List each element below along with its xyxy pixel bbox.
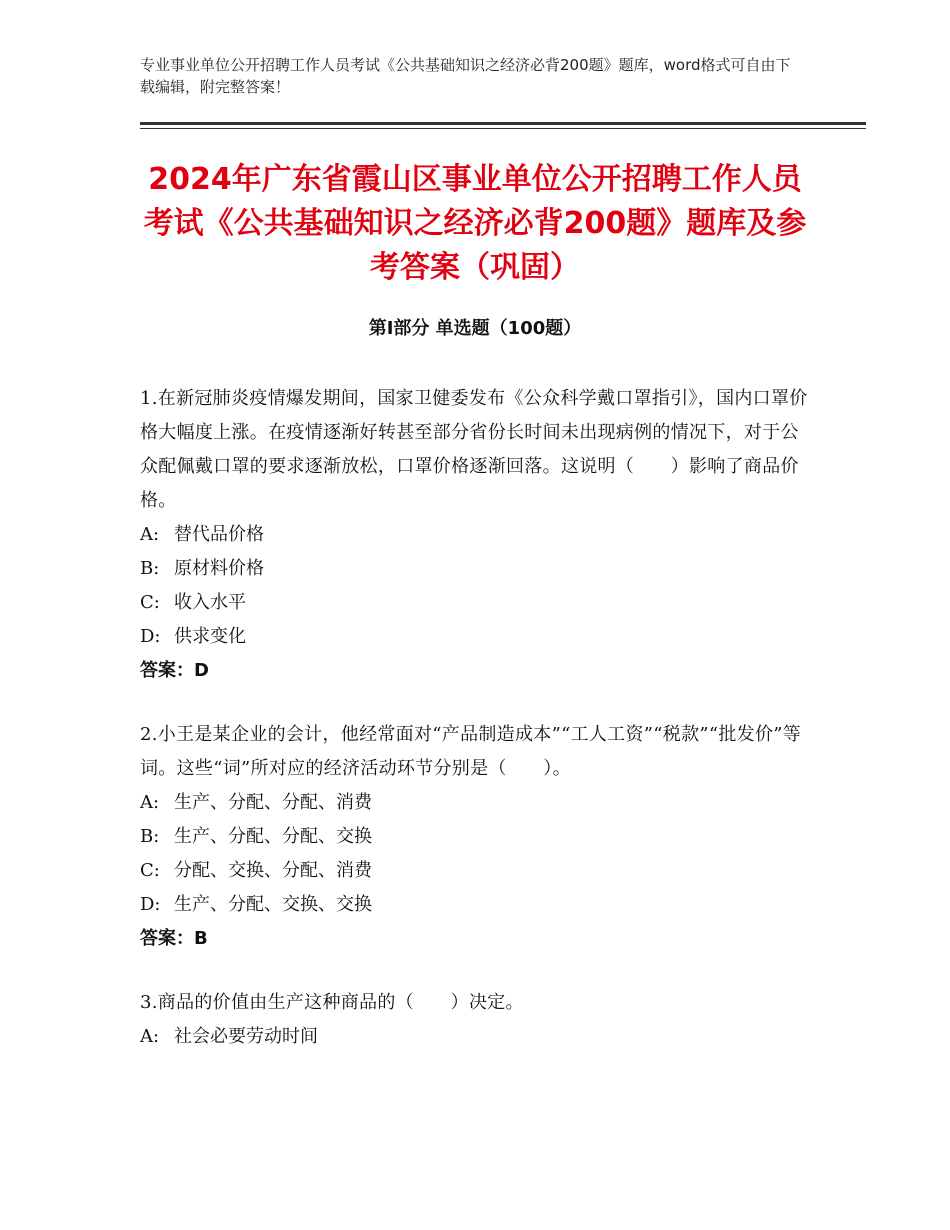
question-stem: 2.小王是某企业的会计，他经常面对“产品制造成本”“工人工资”“税款”“批发价”等词。这些“词”所对应的经济活动环节分别是（ ）。	[140, 724, 802, 779]
header-rule-thin	[140, 128, 866, 129]
option-c	[140, 586, 812, 620]
option-letter: B:	[140, 826, 160, 847]
option-letter: B:	[140, 558, 160, 579]
option-letter: C:	[140, 592, 160, 613]
option-text: 生产、分配、交换、交换	[174, 894, 372, 915]
option-text: 收入水平	[174, 592, 246, 613]
question-2	[140, 718, 812, 956]
option-a	[140, 786, 812, 820]
question-stem: 3.商品的价值由生产这种商品的（ ）决定。	[140, 992, 524, 1013]
question-3	[140, 986, 812, 1054]
option-text: 生产、分配、分配、消费	[174, 792, 372, 813]
header-note: 专业事业单位公开招聘工作人员考试《公共基础知识之经济必背200题》题库，word格式可自由下载编辑，附完整答案！	[140, 56, 791, 96]
option-text: 分配、交换、分配、消费	[174, 860, 372, 881]
question-1	[140, 382, 812, 688]
option-a	[140, 1020, 812, 1054]
option-letter: A:	[140, 792, 160, 813]
option-letter: D:	[140, 626, 161, 647]
option-letter: D:	[140, 894, 161, 915]
header-rule-thick	[140, 122, 866, 125]
option-text: 替代品价格	[174, 524, 264, 545]
option-d	[140, 620, 812, 654]
option-text: 社会必要劳动时间	[174, 1026, 318, 1047]
option-d	[140, 888, 812, 922]
option-c	[140, 854, 812, 888]
option-b	[140, 552, 812, 586]
section-title: 第Ⅰ部分 单选题（100题）	[368, 318, 582, 339]
option-letter: C:	[140, 860, 160, 881]
option-letter: A:	[140, 1026, 160, 1047]
option-a	[140, 518, 812, 552]
question-list	[140, 382, 812, 1084]
option-text: 供求变化	[174, 626, 246, 647]
answer-label: 答案：B	[140, 928, 208, 949]
document-title: 2024年广东省霞山区事业单位公开招聘工作人员考试《公共基础知识之经济必背200题》题库及参考答案（巩固）	[143, 162, 807, 285]
option-text: 原材料价格	[174, 558, 264, 579]
question-stem: 1.在新冠肺炎疫情爆发期间，国家卫健委发布《公众科学戴口罩指引》，国内口罩价格大幅度上涨。在疫情逐渐好转甚至部分省份长时间未出现病例的情况下，对于公众配佩戴口罩的要求逐渐放松，口罩价格逐渐回落。这说明（ ）影响了商品价格。	[140, 388, 808, 511]
option-letter: A:	[140, 524, 160, 545]
answer-label: 答案：D	[140, 660, 209, 681]
option-text: 生产、分配、分配、交换	[174, 826, 372, 847]
option-b	[140, 820, 812, 854]
